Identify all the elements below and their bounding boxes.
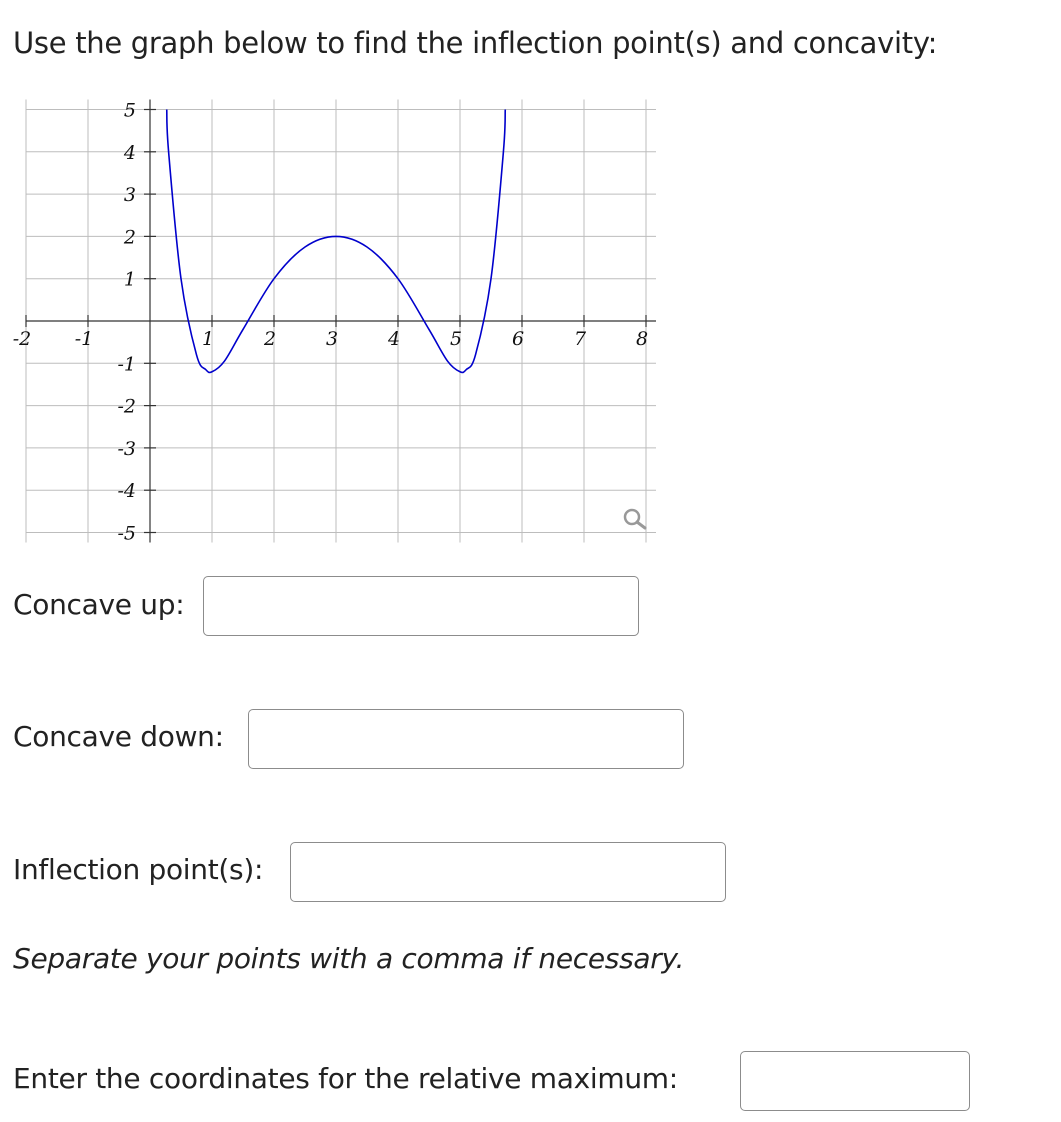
y-tick-label: -2 bbox=[117, 395, 136, 418]
relative-maximum-label: Enter the coordinates for the relative maximum: bbox=[13, 1062, 678, 1095]
y-tick-label: 3 bbox=[123, 184, 136, 207]
graph-canvas bbox=[0, 95, 660, 555]
x-tick-label: 6 bbox=[511, 328, 525, 350]
function-graph bbox=[0, 95, 660, 555]
y-tick-label: 2 bbox=[123, 226, 136, 249]
concave-up-input[interactable] bbox=[203, 576, 639, 636]
concave-up-label: Concave up: bbox=[13, 588, 185, 621]
separator-hint: Separate your points with a comma if necessary. bbox=[13, 942, 685, 975]
x-tick-label: 7 bbox=[573, 328, 587, 350]
y-tick-label: -3 bbox=[117, 437, 136, 460]
x-tick-label: 3 bbox=[325, 328, 339, 350]
y-tick-label: 5 bbox=[123, 99, 136, 122]
magnifier-handle bbox=[637, 522, 645, 528]
x-tick-label: 2 bbox=[263, 328, 277, 350]
concave-down-label: Concave down: bbox=[13, 720, 224, 753]
y-tick-label: -4 bbox=[117, 480, 136, 503]
inflection-points-label: Inflection point(s): bbox=[13, 853, 264, 886]
x-tick-label: 1 bbox=[201, 328, 215, 350]
y-tick-label: 1 bbox=[123, 268, 136, 291]
concave-down-input[interactable] bbox=[248, 709, 684, 769]
x-tick-label: 4 bbox=[387, 328, 401, 350]
x-tick-label: -1 bbox=[74, 328, 94, 350]
relative-maximum-input[interactable] bbox=[740, 1051, 970, 1111]
y-tick-label: -1 bbox=[117, 353, 136, 376]
y-tick-label: -5 bbox=[117, 522, 136, 545]
x-tick-label: 8 bbox=[635, 328, 649, 350]
inflection-points-input[interactable] bbox=[290, 842, 726, 902]
y-tick-label: 4 bbox=[123, 141, 136, 164]
x-tick-label: -2 bbox=[12, 328, 32, 350]
x-tick-label: 5 bbox=[449, 328, 463, 350]
question-text: Use the graph below to find the inflection point(s) and concavity: bbox=[13, 26, 938, 60]
